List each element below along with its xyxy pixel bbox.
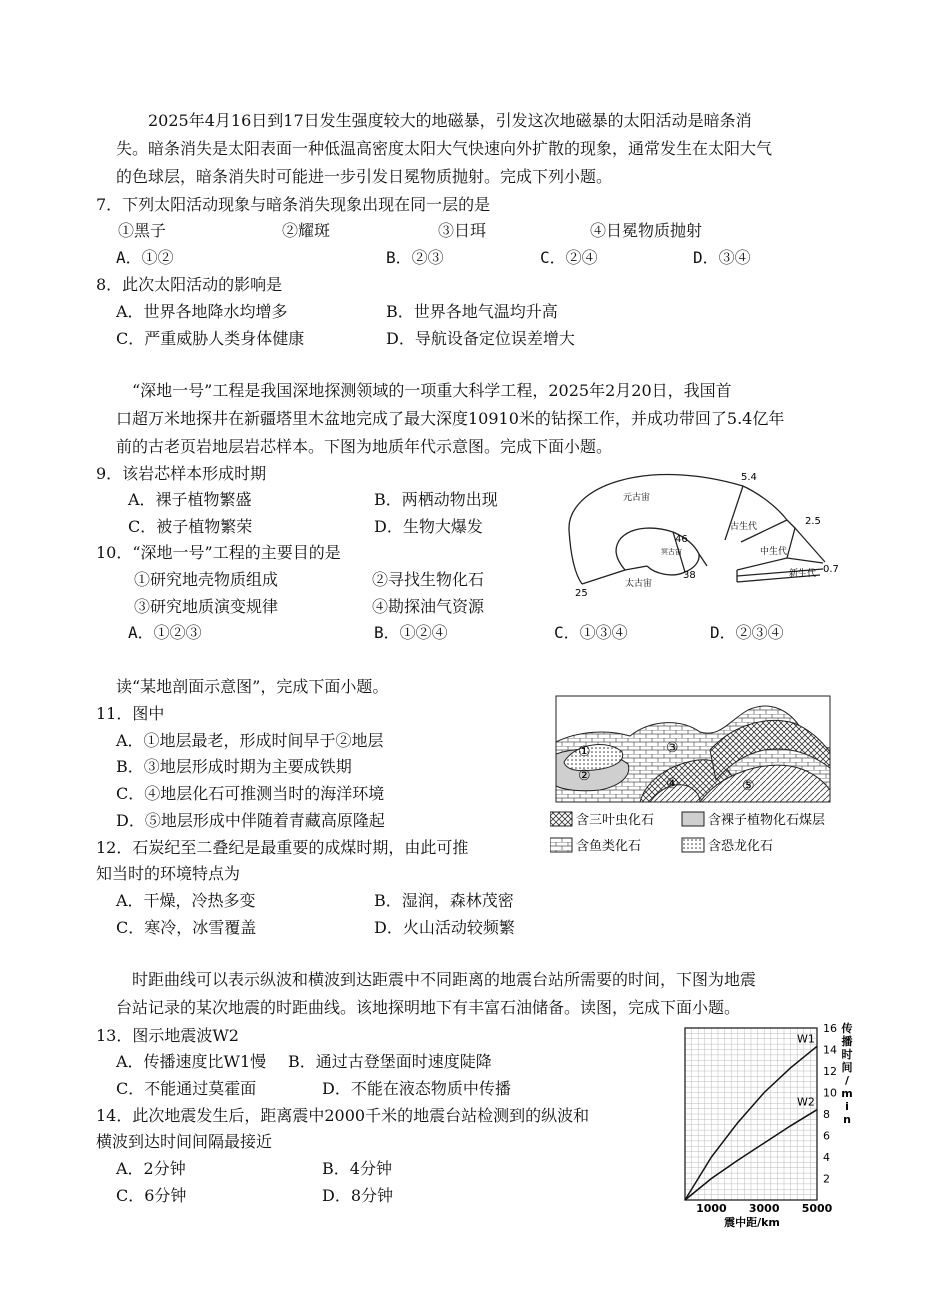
label-hadean: 冥古宙 bbox=[661, 548, 682, 556]
q10-stem: 10．“深地一号”工程的主要目的是 bbox=[96, 543, 341, 562]
q12-option-d[interactable]: D．火山活动较频繁 bbox=[374, 918, 515, 937]
q14-stem-line-1: 14．此次地震发生后，距离震中2000千米的地震台站检测到的纵波和 bbox=[96, 1106, 590, 1125]
q12-option-a[interactable]: A．干燥，冷热多变 bbox=[116, 891, 256, 910]
q13-stem: 13．图示地震波W2 bbox=[96, 1026, 239, 1045]
q8-option-b[interactable]: B．世界各地气温均升高 bbox=[386, 302, 558, 321]
passage4-line-2: 台站记录的某次地震的时距曲线。该地探明地下有丰富石油储备。读图，完成下面小题。 bbox=[116, 998, 741, 1017]
q10-option-d[interactable]: D．②③④ bbox=[710, 623, 784, 642]
y-axis-label-char: m bbox=[841, 1087, 853, 1100]
y-tick-label: 12 bbox=[823, 1065, 837, 1078]
q9-option-d[interactable]: D．生物大爆发 bbox=[374, 517, 483, 536]
q7-option-a[interactable]: A．①② bbox=[116, 248, 174, 267]
q14-option-d[interactable]: D．8分钟 bbox=[322, 1186, 394, 1205]
label-proterozoic: 元古宙 bbox=[623, 493, 651, 503]
q7-stem: 7．下列太阳活动现象与暗条消失现象出现在同一层的是 bbox=[96, 195, 491, 214]
q7-option-c[interactable]: C．②④ bbox=[540, 248, 598, 267]
num-0-7: 0.7 bbox=[823, 564, 839, 575]
y-tick-label: 10 bbox=[823, 1086, 837, 1100]
q14-option-c[interactable]: C．6分钟 bbox=[116, 1186, 187, 1205]
passage2-line-2: 口超万米地探井在新疆塔里木盆地完成了最大深度10910米的钻探工作，并成功带回了5.4亿年 bbox=[116, 409, 785, 428]
q14-option-a[interactable]: A．2分钟 bbox=[116, 1159, 186, 1178]
y-tick-label: 14 bbox=[823, 1043, 837, 1057]
x-tick-label: 5000 bbox=[801, 1202, 833, 1215]
time-distance-chart bbox=[660, 1016, 860, 1228]
passage1-line-1: 2025年4月16日到17日发生强度较大的地磁暴，引发这次地磁暴的太阳活动是暗条消 bbox=[148, 111, 752, 130]
series-label-w2: W2 bbox=[797, 1095, 815, 1109]
passage4-line-1: 时距曲线可以表示纵波和横波到达距震中不同距离的地震台站所需要的时间，下图为地震 bbox=[132, 970, 757, 989]
legend-swatch-fish bbox=[550, 838, 572, 852]
num-5-4: 5.4 bbox=[741, 472, 757, 483]
q10-item-3: ③研究地质演变规律 bbox=[134, 597, 279, 616]
q7-item-2: ②耀斑 bbox=[282, 221, 331, 240]
profile-figure bbox=[550, 690, 850, 862]
legend-dinosaur: 含恐龙化石 bbox=[708, 839, 774, 854]
num-25: 25 bbox=[575, 588, 588, 599]
q13-option-d[interactable]: D．不能在液态物质中传播 bbox=[322, 1079, 511, 1098]
legend-fish: 含鱼类化石 bbox=[576, 839, 642, 854]
x-axis-label: 震中距/km bbox=[724, 1216, 780, 1228]
q8-stem: 8．此次太阳活动的影响是 bbox=[96, 275, 283, 294]
q14-stem-line-2: 横波到达时间间隔最接近 bbox=[96, 1132, 273, 1151]
x-tick-label: 3000 bbox=[748, 1202, 780, 1215]
q9-option-a[interactable]: A．裸子植物繁盛 bbox=[128, 490, 252, 509]
q7-item-1: ①黑子 bbox=[118, 221, 167, 240]
y-tick-label: 8 bbox=[823, 1108, 830, 1121]
q10-option-b[interactable]: B．①②④ bbox=[374, 623, 448, 642]
y-tick-label: 2 bbox=[823, 1172, 830, 1186]
q10-option-a[interactable]: A．①②③ bbox=[128, 623, 202, 642]
q9-stem: 9．该岩芯样本形成时期 bbox=[96, 464, 267, 483]
q14-option-b[interactable]: B．4分钟 bbox=[322, 1159, 392, 1178]
label-cenozoic: 新生代 bbox=[789, 569, 817, 579]
q10-item-4: ④勘探油气资源 bbox=[372, 597, 485, 616]
series-label-w1: W1 bbox=[797, 1032, 815, 1046]
legend-swatch-dinosaur bbox=[682, 838, 704, 852]
passage1-line-2: 失。暗条消失是太阳表面一种低温高密度太阳大气快速向外扩散的现象，通常发生在太阳大气 bbox=[116, 139, 773, 158]
q11-option-d[interactable]: D．⑤地层形成中伴随着青藏高原隆起 bbox=[116, 811, 385, 830]
y-axis-label-char: i bbox=[845, 1100, 849, 1113]
q12-option-b[interactable]: B．湿润，森林茂密 bbox=[374, 891, 514, 910]
q11-option-b[interactable]: B．③地层形成时期为主要成铁期 bbox=[116, 757, 352, 776]
q11-stem: 11．图中 bbox=[96, 704, 165, 723]
legend-swatch-coal bbox=[682, 812, 704, 826]
q12-stem-line-1: 12．石炭纪至二叠纪是最重要的成煤时期，由此可推 bbox=[96, 838, 469, 857]
passage2-line-3: 前的古老页岩地层岩芯样本。下图为地质年代示意图。完成下面小题。 bbox=[116, 437, 613, 456]
q8-option-c[interactable]: C．严重威胁人类身体健康 bbox=[116, 329, 305, 348]
y-axis-label-char: / bbox=[844, 1074, 850, 1087]
num-2-5: 2.5 bbox=[805, 516, 821, 527]
y-tick-label: 16 bbox=[823, 1022, 837, 1035]
y-axis-label-char: n bbox=[843, 1113, 851, 1126]
q10-option-c[interactable]: C．①③④ bbox=[554, 623, 628, 642]
label-archean: 太古宙 bbox=[625, 579, 653, 589]
y-axis-label-char: 间 bbox=[841, 1061, 853, 1074]
layer-5-mark: ⑤ bbox=[742, 778, 755, 794]
y-axis-label-char: 播 bbox=[841, 1035, 853, 1048]
legend-trilobite: 含三叶虫化石 bbox=[576, 813, 655, 828]
q12-option-c[interactable]: C．寒冷，冰雪覆盖 bbox=[116, 918, 257, 937]
layer-3-mark: ③ bbox=[666, 740, 679, 756]
passage1-line-3: 的色球层，暗条消失时可能进一步引发日冕物质抛射。完成下列小题。 bbox=[116, 167, 613, 186]
y-axis-label-char: 传 bbox=[841, 1022, 853, 1035]
q13-option-c[interactable]: C．不能通过莫霍面 bbox=[116, 1079, 257, 1098]
layer-4-mark: ④ bbox=[666, 776, 679, 792]
label-paleozoic: 古生代 bbox=[730, 522, 758, 532]
q10-item-2: ②寻找生物化石 bbox=[372, 570, 485, 589]
num-38: 38 bbox=[683, 570, 696, 581]
q13-option-a[interactable]: A．传播速度比W1慢 bbox=[116, 1052, 267, 1071]
q8-option-a[interactable]: A．世界各地降水均增多 bbox=[116, 302, 288, 321]
label-mesozoic: 中生代 bbox=[760, 547, 788, 557]
q7-item-3: ③日珥 bbox=[438, 221, 487, 240]
layer-1-mark: ① bbox=[578, 744, 591, 760]
q10-item-1: ①研究地壳物质组成 bbox=[134, 570, 279, 589]
legend-coal: 含裸子植物化石煤层 bbox=[708, 813, 826, 828]
y-tick-label: 6 bbox=[823, 1129, 830, 1143]
x-tick-label: 1000 bbox=[696, 1202, 727, 1215]
q7-option-b[interactable]: B．②③ bbox=[386, 248, 444, 267]
q11-option-a[interactable]: A．①地层最老，形成时间早于②地层 bbox=[116, 731, 384, 750]
num-46: 46 bbox=[675, 534, 688, 545]
legend-swatch-trilobite bbox=[550, 812, 572, 826]
q12-stem-line-2: 知当时的环境特点为 bbox=[96, 864, 241, 883]
q13-option-b[interactable]: B．通过古登堡面时速度陡降 bbox=[288, 1052, 492, 1071]
passage3-line: 读“某地剖面示意图”，完成下面小题。 bbox=[116, 677, 389, 696]
layer-2-mark: ② bbox=[578, 768, 591, 784]
passage2-line-1: “深地一号”工程是我国深地探测领域的一项重大科学工程，2025年2月20日，我国首 bbox=[132, 381, 732, 400]
q7-option-d[interactable]: D．③④ bbox=[693, 248, 751, 267]
q8-option-d[interactable]: D．导航设备定位误差增大 bbox=[386, 329, 575, 348]
q9-option-c[interactable]: C．被子植物繁荣 bbox=[128, 517, 253, 536]
q9-option-b[interactable]: B．两栖动物出现 bbox=[374, 490, 498, 509]
geologic-time-figure bbox=[555, 462, 845, 602]
q7-item-4: ④日冕物质抛射 bbox=[590, 221, 703, 240]
y-axis-label-char: 时 bbox=[841, 1048, 853, 1061]
y-tick-label: 4 bbox=[823, 1151, 830, 1164]
q11-option-c[interactable]: C．④地层化石可推测当时的海洋环境 bbox=[116, 784, 385, 803]
